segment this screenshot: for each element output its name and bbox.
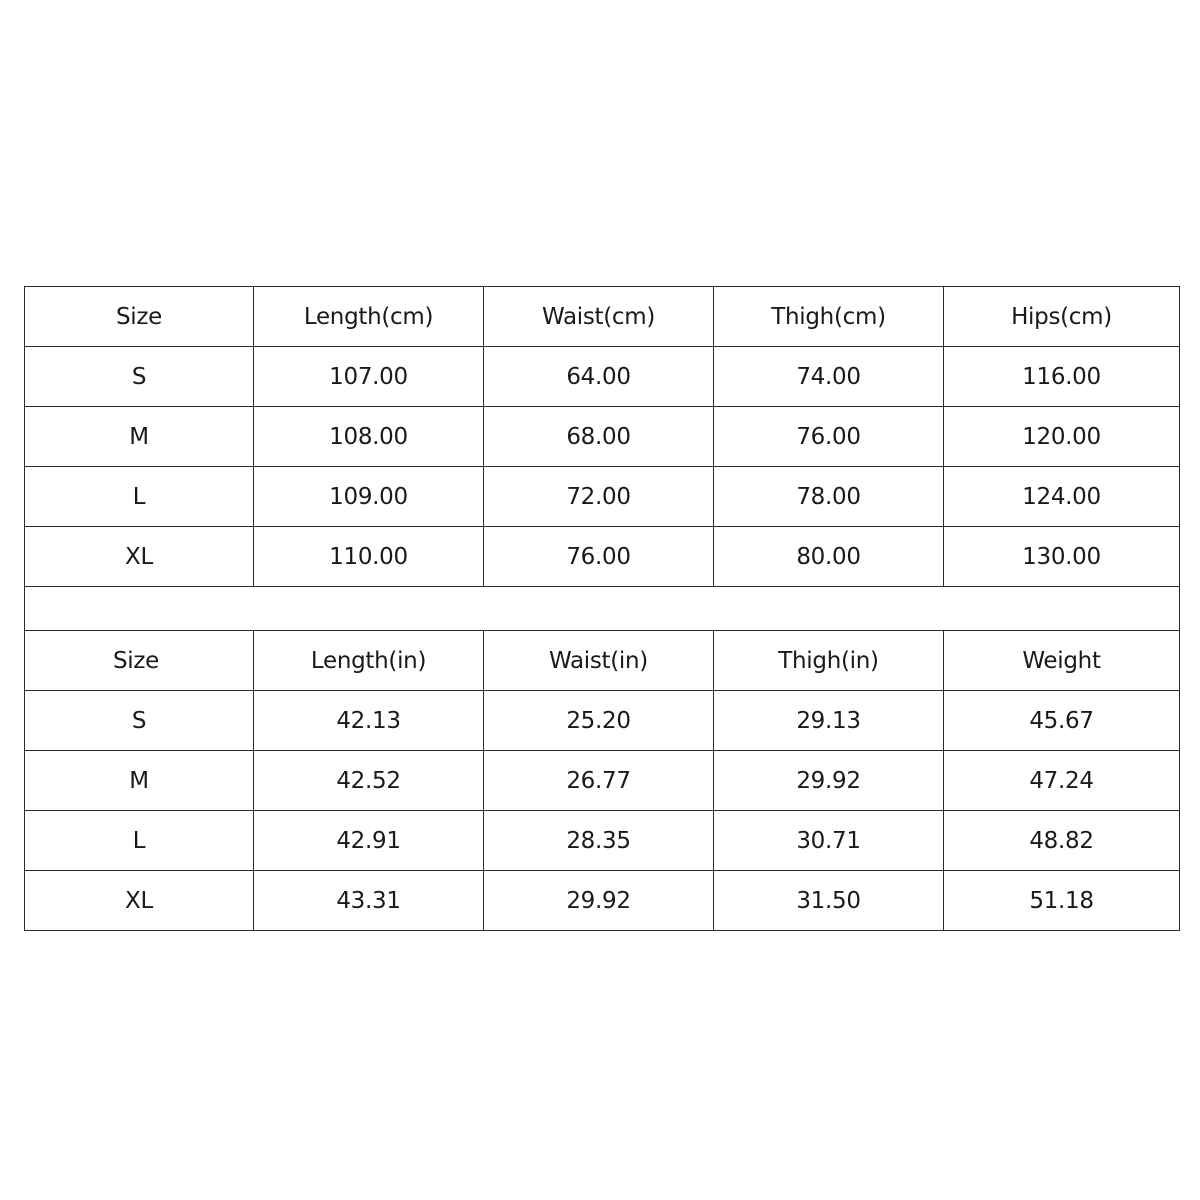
table-cell: 108.00 <box>254 407 484 467</box>
table-cell: 42.91 <box>254 811 484 871</box>
table-cell: 28.35 <box>484 811 714 871</box>
header-cell: Size <box>25 287 254 347</box>
table-cell: XL <box>25 871 254 931</box>
table-row <box>25 811 1180 871</box>
table-cell: 76.00 <box>484 527 714 587</box>
table-cell: 76.00 <box>714 407 944 467</box>
table-cell: 47.24 <box>944 751 1180 811</box>
header-cell: Weight <box>944 631 1180 691</box>
table-cell: 107.00 <box>254 347 484 407</box>
table-cell: 31.50 <box>714 871 944 931</box>
table-cell: 74.00 <box>714 347 944 407</box>
table-row <box>25 871 1180 931</box>
table-cell: S <box>25 347 254 407</box>
table-cell: 43.31 <box>254 871 484 931</box>
table-cell: 124.00 <box>944 467 1180 527</box>
table-cell: XL <box>25 527 254 587</box>
table-cell: 29.13 <box>714 691 944 751</box>
table-row <box>25 527 1180 587</box>
table-cell: 42.13 <box>254 691 484 751</box>
table-cell: 78.00 <box>714 467 944 527</box>
header-cell: Thigh(in) <box>714 631 944 691</box>
header-cell: Length(cm) <box>254 287 484 347</box>
table-cell: 25.20 <box>484 691 714 751</box>
table-row <box>25 347 1180 407</box>
table-row <box>25 691 1180 751</box>
table-row <box>25 751 1180 811</box>
table-cell: 116.00 <box>944 347 1180 407</box>
header-cell: Waist(in) <box>484 631 714 691</box>
table-cell: 29.92 <box>484 871 714 931</box>
spacer-cell <box>25 587 1180 631</box>
table-cell: 45.67 <box>944 691 1180 751</box>
table-cell: L <box>25 467 254 527</box>
spacer-row <box>25 587 1180 631</box>
table-cell: 26.77 <box>484 751 714 811</box>
table-cell: 29.92 <box>714 751 944 811</box>
header-cell: Thigh(cm) <box>714 287 944 347</box>
header-cell: Hips(cm) <box>944 287 1180 347</box>
header-cell: Length(in) <box>254 631 484 691</box>
cm-header-row <box>25 287 1180 347</box>
in-header-row <box>25 631 1180 691</box>
table-row <box>25 407 1180 467</box>
table-row <box>25 467 1180 527</box>
table-cell: S <box>25 691 254 751</box>
table-cell: 64.00 <box>484 347 714 407</box>
table-cell: 51.18 <box>944 871 1180 931</box>
header-cell: Waist(cm) <box>484 287 714 347</box>
table-cell: 110.00 <box>254 527 484 587</box>
table-cell: 42.52 <box>254 751 484 811</box>
table-cell: 48.82 <box>944 811 1180 871</box>
table-cell: 30.71 <box>714 811 944 871</box>
table-cell: M <box>25 751 254 811</box>
table-cell: M <box>25 407 254 467</box>
table-cell: 109.00 <box>254 467 484 527</box>
table-cell: L <box>25 811 254 871</box>
size-chart-table <box>24 286 1180 931</box>
table-cell: 130.00 <box>944 527 1180 587</box>
table-cell: 68.00 <box>484 407 714 467</box>
header-cell: Size <box>25 631 254 691</box>
table-cell: 80.00 <box>714 527 944 587</box>
table-cell: 72.00 <box>484 467 714 527</box>
table-cell: 120.00 <box>944 407 1180 467</box>
